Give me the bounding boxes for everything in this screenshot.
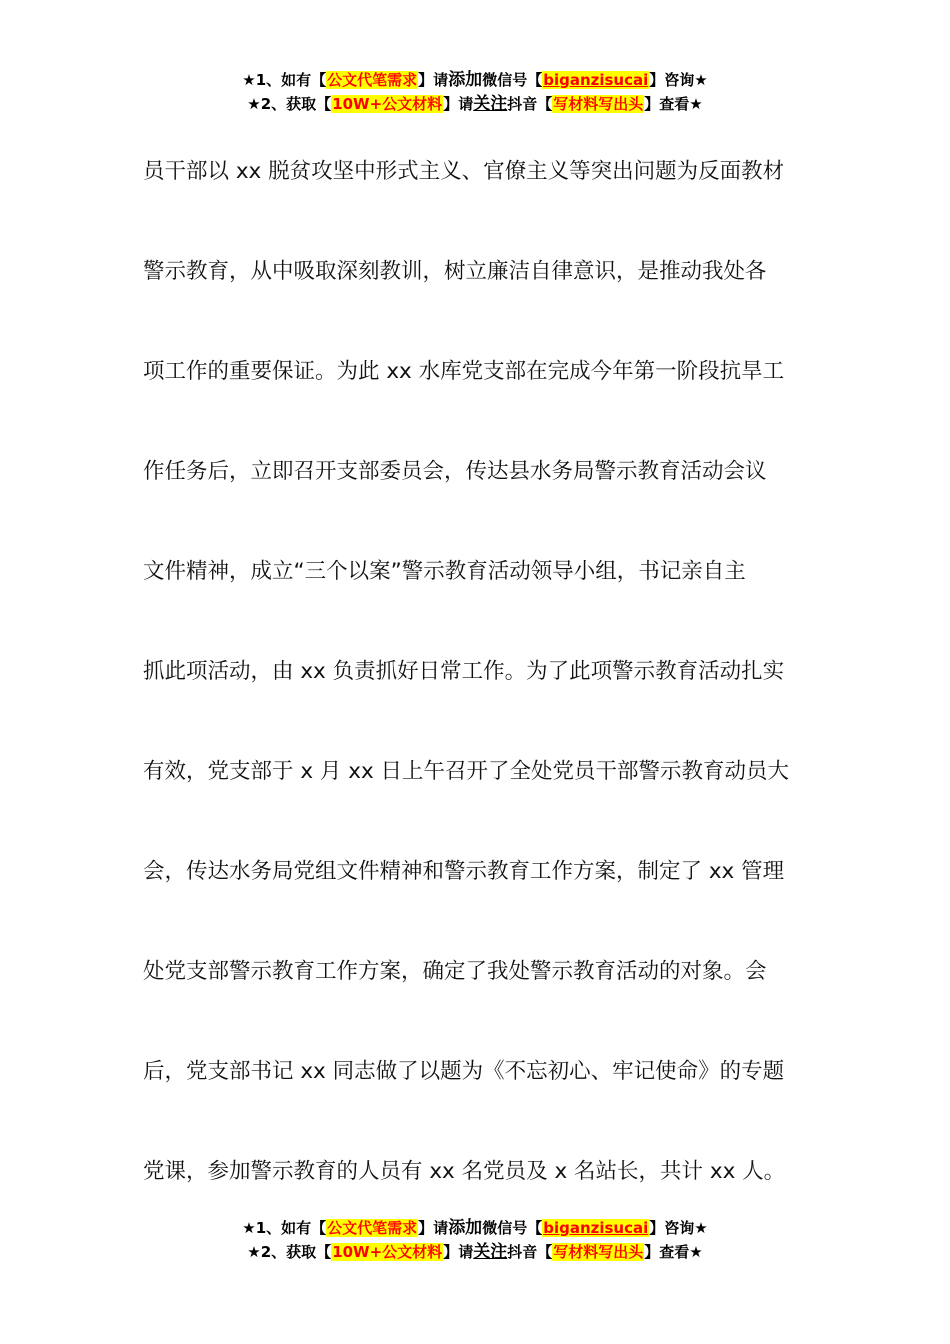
promo-emphasis: 添加 [448,1218,483,1238]
promo-text: 微信号【 [482,71,543,89]
paragraph-line: 项工作的重要保证。为此 xx 水库党支部在完成今年第一阶段抗旱工 [143,359,785,384]
promo-line-2 [0,92,950,116]
promo-emphasis: 添加 [448,70,483,90]
promo-highlight: 10W+公文材料 [332,1243,443,1261]
paragraph-line: 处党支部警示教育工作方案，确定了我处警示教育活动的对象。会 [143,959,767,984]
promo-prefix: ★2、获取【 [247,1243,332,1261]
promo-emphasis: 关注 [473,1242,508,1262]
douyin-id-highlight: 写材料写出头 [553,1243,644,1261]
promo-text: 】请 [443,1243,474,1261]
promo-line-2 [0,1240,950,1264]
wechat-id-highlight: biganzisucai [543,1219,649,1237]
promo-prefix: ★2、获取【 [247,95,332,113]
promo-suffix: 】咨询★ [649,71,708,89]
paragraph-line: 作任务后，立即召开支部委员会，传达县水务局警示教育活动会议 [143,459,767,484]
promo-text: 抖音【 [507,1243,553,1261]
promo-text: 抖音【 [507,95,553,113]
promo-line-1 [0,68,950,92]
paragraph-line: 文件精神，成立“三个以案”警示教育活动领导小组，书记亲自主 [143,559,746,584]
promo-text: 】请 [418,1219,449,1237]
paragraph-line: 党课，参加警示教育的人员有 xx 名党员及 x 名站长，共计 xx 人。 [143,1159,786,1184]
promo-line-1 [0,1216,950,1240]
promo-highlight: 公文代笔需求 [327,1219,418,1237]
paragraph-line: 有效，党支部于 x 月 xx 日上午召开了全处党员干部警示教育动员大 [143,759,790,784]
promo-suffix: 】查看★ [644,95,703,113]
promo-highlight: 10W+公文材料 [332,95,443,113]
paragraph-line: 会，传达水务局党组文件精神和警示教育工作方案，制定了 xx 管理 [143,859,785,884]
paragraph-line: 警示教育，从中吸取深刻教训，树立廉洁自律意识，是推动我处各 [143,259,767,284]
promo-suffix: 】咨询★ [649,1219,708,1237]
paragraph-line: 后，党支部书记 xx 同志做了以题为《不忘初心、牢记使命》的专题 [143,1059,785,1084]
paragraph-line: 员干部以 xx 脱贫攻坚中形式主义、官僚主义等突出问题为反面教材 [143,159,785,184]
promo-highlight: 公文代笔需求 [327,71,418,89]
promo-text: 】请 [443,95,474,113]
document-body [143,122,813,1222]
promo-prefix: ★1、如有【 [242,1219,327,1237]
header-promo-banner [0,68,950,116]
promo-prefix: ★1、如有【 [242,71,327,89]
paragraph-line: 抓此项活动，由 xx 负责抓好日常工作。为了此项警示教育活动扎实 [143,659,785,684]
wechat-id-highlight: biganzisucai [543,71,649,89]
promo-text: 微信号【 [482,1219,543,1237]
footer-promo-banner [0,1216,950,1264]
promo-text: 】请 [418,71,449,89]
douyin-id-highlight: 写材料写出头 [553,95,644,113]
promo-suffix: 】查看★ [644,1243,703,1261]
promo-emphasis: 关注 [473,94,508,114]
